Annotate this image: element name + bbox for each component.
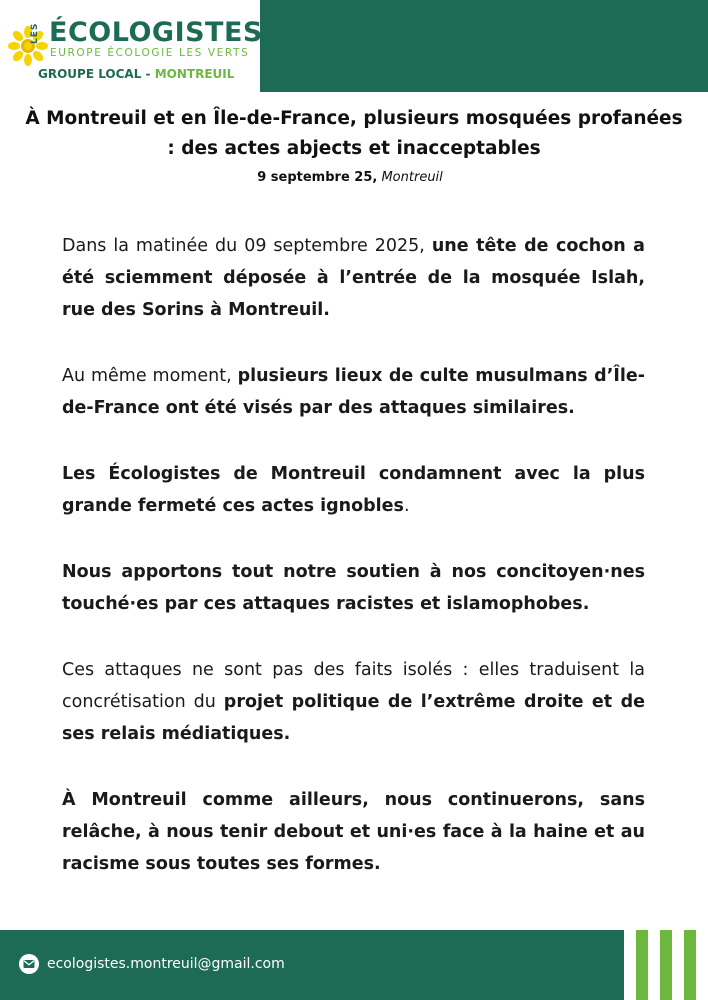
- paragraph-2-plain: Au même moment,: [62, 366, 238, 386]
- paragraph-3-bold: Les Écologistes de Montreuil condamnent avec la plus grande fermeté ces actes ignobles: [62, 464, 645, 516]
- stripe-3: [684, 930, 696, 1000]
- logo-tagline: EUROPE ÉCOLOGIE LES VERTS: [50, 47, 250, 59]
- paragraph-4-bold: Nous apportons tout notre soutien à nos concitoyen·nes touché·es par ces attaques racistes et islamophobes.: [62, 562, 645, 614]
- stripe-1: [636, 930, 648, 1000]
- paragraph-3: [62, 458, 645, 522]
- page-title: À Montreuil et en Île-de-France, plusieurs mosquées profanées : des actes abjects et inacceptables: [25, 108, 683, 159]
- paragraph-2: [62, 360, 645, 424]
- paragraph-3-plain: .: [403, 496, 410, 516]
- logo: [6, 14, 261, 89]
- paragraph-2-bold: plusieurs lieux de culte musulmans d’Île-de-France ont été visés par des attaques similaires.: [62, 366, 645, 418]
- logo-brand: ÉCOLOGISTES: [49, 17, 263, 48]
- dateline-place: Montreuil: [381, 170, 443, 185]
- paragraph-6: [62, 784, 645, 880]
- paragraph-5: [62, 654, 645, 750]
- header-band: [260, 0, 708, 92]
- dateline: [0, 170, 708, 185]
- group-city: MONTREUIL: [154, 67, 235, 81]
- paragraph-1-plain: Dans la matinée du 09 septembre 2025,: [62, 236, 432, 256]
- press-release-body: [62, 230, 645, 914]
- paragraph-1: [62, 230, 645, 326]
- stripe-2: [660, 930, 672, 1000]
- paragraph-4: [62, 556, 645, 620]
- logo-les: LES: [30, 22, 40, 44]
- envelope-icon: [19, 954, 39, 974]
- paragraph-5-plain: Ces attaques ne sont pas des faits isolés : elles traduisent la concrétisation du: [62, 660, 645, 712]
- footer: [0, 930, 708, 1000]
- group-prefix: GROUPE LOCAL -: [38, 67, 155, 81]
- dateline-date: 9 septembre 25,: [257, 170, 378, 185]
- paragraph-6-bold: À Montreuil comme ailleurs, nous continuerons, sans relâche, à nous tenir debout et uni·es face à la haine et au racisme sous toutes ses formes.: [62, 790, 645, 874]
- sunflower-icon: [8, 26, 48, 66]
- group-label: [38, 67, 234, 81]
- paragraph-5-bold: projet politique de l’extrême droite et de ses relais médiatiques.: [62, 692, 646, 744]
- paragraph-1-bold: une tête de cochon a été sciemment déposée à l’entrée de la mosquée Islah, rue des Sorins à Montreuil.: [62, 236, 645, 320]
- footer-stripes: [624, 930, 708, 1000]
- email-link[interactable]: ecologistes.montreuil@gmail.com: [47, 956, 285, 972]
